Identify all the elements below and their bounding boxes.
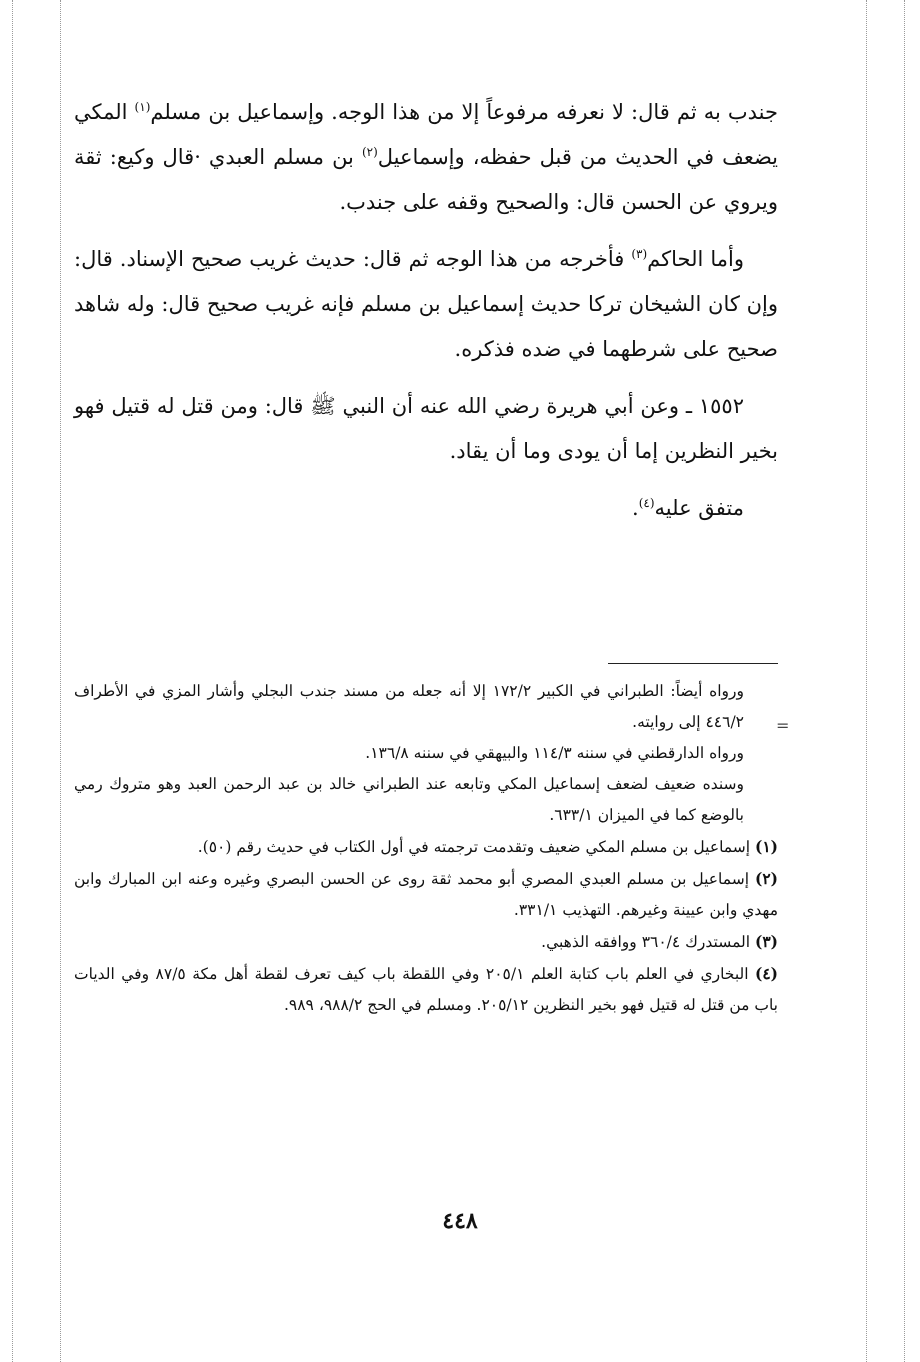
footnote-2: (٢) إسماعيل بن مسلم العبدي المصري أبو محمد ثقة روى عن الحسن البصري وغيره وعنه ابن المبارك وابن مهدي وابن عيينة وغيرهم. التهذيب ٣٣١/١.	[74, 869, 778, 919]
footnote-ref-3: (٣)	[631, 247, 648, 261]
footnote-ref-4: (٤)	[638, 496, 655, 510]
scan-edge-right-inner	[866, 0, 867, 1362]
footnote-number: (٣)	[754, 932, 778, 951]
footnote-4: (٤) البخاري في العلم باب كتابة العلم ٢٠٥/١ وفي اللقطة باب كيف تعرف لقطة أهل مكة ٨٧/٥ وفي الديات باب من قتل له قتيل فهو بخير النظرين ٢٠٥/١٢. ومسلم في الحج ٩٨٨/٢، ٩٨٩.	[74, 964, 779, 1014]
footnote-ref-1: (١)	[134, 100, 151, 114]
attribution: متفق عليه$^{(٤)}$.	[632, 496, 744, 520]
footnote-3: (٣) المستدرك ٣٦٠/٤ ووافقه الذهبي.	[541, 932, 778, 951]
hadith-1552: ١٥٥٢ ـ وعن أبي هريرة رضي الله عنه أن النبي ﷺ قال: ومن قتل له قتيل فهو بخير النظرين إما أن يودى وما أن يقاد.	[74, 394, 778, 463]
footnote-number: (٤)	[755, 964, 779, 983]
footnote-continuation-2: ورواه الدارقطني في سننه ١١٤/٣ والبيهقي في سننه ١٣٦/٨.	[365, 744, 744, 762]
footnote-continuation-mark: =	[776, 716, 790, 735]
page-body	[74, 90, 778, 1021]
footnote-continuation-1: ورواه أيضاً: الطبراني في الكبير ١٧٢/٢ إلا أنه جعله من مسند جندب البجلي وأشار المزي في الأطراف ٤٤٦/٢ إلى روايته.	[74, 682, 744, 731]
footnote-number: (٢)	[754, 869, 778, 888]
footnote-ref-2: (٢)	[361, 145, 378, 159]
footnote-1: (١) إسماعيل بن مسلم المكي ضعيف وتقدمت ترجمته في أول الكتاب في حديث رقم (٥٠).	[197, 837, 778, 856]
paragraph-1: جندب به ثم قال: لا نعرفه مرفوعاً إلا من هذا الوجه. وإسماعيل بن مسلم$^{(١)}$ المكي يضعف في الحديث من قبل حفظه، وإسماعيل$^{(٢)}$ بن مسلم العبدي ·قال وكيع: ثقة ويروي عن الحسن قال: والصحيح وقفه على جندب.	[74, 100, 779, 214]
main-text	[74, 90, 778, 531]
footnotes	[74, 676, 778, 1021]
paragraph-2: وأما الحاكم$^{(٣)}$ فأخرجه من هذا الوجه ثم قال: حديث غريب صحيح الإسناد. قال: وإن كان الشيخان تركا حديث إسماعيل بن مسلم فإنه غريب صحيح قال: وله شاهد صحيح على شرطهما في ضده فذكره.	[74, 247, 778, 361]
scan-edge-left	[12, 0, 13, 1362]
scan-edge-left-inner	[60, 0, 61, 1362]
footnote-number: (١)	[754, 837, 778, 856]
footnote-separator	[608, 663, 778, 664]
page-number: ٤٤٨	[442, 1208, 478, 1234]
scan-edge-right	[904, 0, 905, 1362]
footnote-continuation-3: وسنده ضعيف لضعف إسماعيل المكي وتابعه عند الطبراني خالد بن عبد الرحمن العبد وهو متروك رمي بالوضع كما في الميزان ٦٣٣/١.	[74, 775, 744, 824]
